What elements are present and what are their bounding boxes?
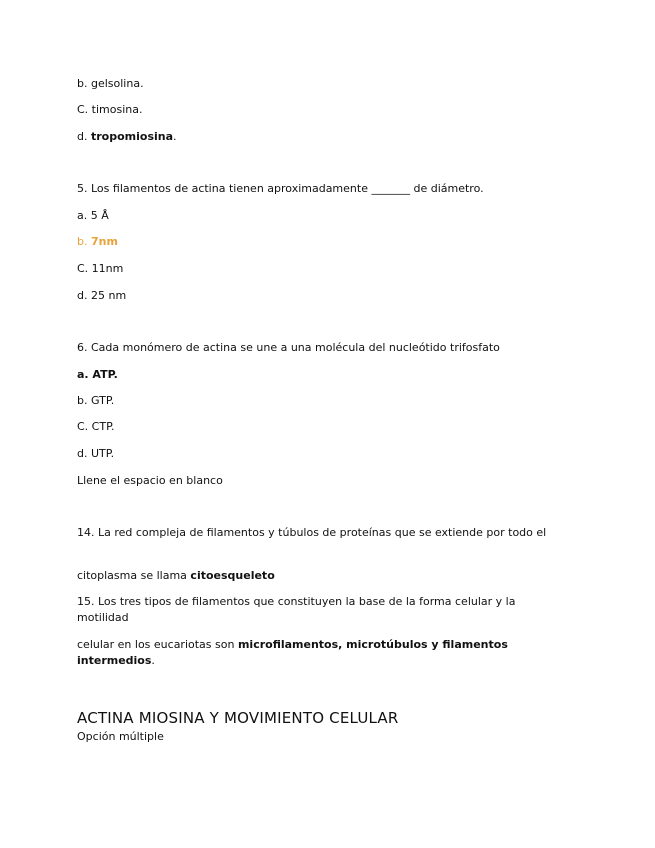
- q6-option-a: [77, 368, 118, 382]
- q15-answer: microfilamentos, microtúbulos y filamentos intermedios: [77, 638, 508, 667]
- q14-line2-prefix: citoplasma se llama: [77, 569, 191, 582]
- section-subtitle: Opción múltiple: [77, 730, 164, 743]
- q14-answer: citoesqueleto: [190, 569, 275, 582]
- q6-option-c: C. CTP.: [77, 420, 115, 433]
- q4-option-d-suffix: .: [173, 130, 177, 143]
- q6-question: 6. Cada monómero de actina se une a una molécula del nucleótido trifosfato: [77, 341, 500, 354]
- q15-line2-suffix: .: [151, 654, 155, 667]
- q14-line1: 14. La red compleja de filamentos y túbulos de proteínas que se extiende por todo el: [77, 526, 547, 539]
- q5-question: 5. Los filamentos de actina tienen aproximadamente _______ de diámetro.: [77, 182, 484, 195]
- q5-option-b: [77, 235, 118, 249]
- q6-option-d: d. UTP.: [77, 447, 115, 460]
- q15-line2-prefix: celular en los eucariotas son: [77, 638, 238, 651]
- fill-blank-label: Llene el espacio en blanco: [77, 474, 223, 487]
- q5-option-a: a. 5 Å: [77, 209, 109, 222]
- q4-option-b: b. gelsolina.: [77, 77, 144, 90]
- q14-line2: [77, 569, 275, 583]
- q15-line2: [77, 637, 567, 669]
- q4-option-c: C. timosina.: [77, 103, 143, 116]
- q4-option-d-prefix: d.: [77, 130, 91, 143]
- section-title: ACTINA MIOSINA Y MOVIMIENTO CELULAR: [77, 709, 399, 727]
- q6-option-a-answer: a. ATP.: [77, 368, 118, 381]
- q5-option-d: d. 25 nm: [77, 289, 127, 302]
- q4-option-d: [77, 130, 177, 144]
- q4-option-d-answer: tropomiosina: [90, 130, 174, 143]
- q5-option-b-answer: 7nm: [90, 235, 118, 248]
- q6-option-b: b. GTP.: [77, 394, 115, 407]
- q5-option-b-prefix: b.: [77, 235, 91, 248]
- q15-line1: 15. Los tres tipos de filamentos que constituyen la base de la forma celular y la motilidad: [77, 595, 516, 624]
- q5-option-c: C. 11nm: [77, 262, 124, 275]
